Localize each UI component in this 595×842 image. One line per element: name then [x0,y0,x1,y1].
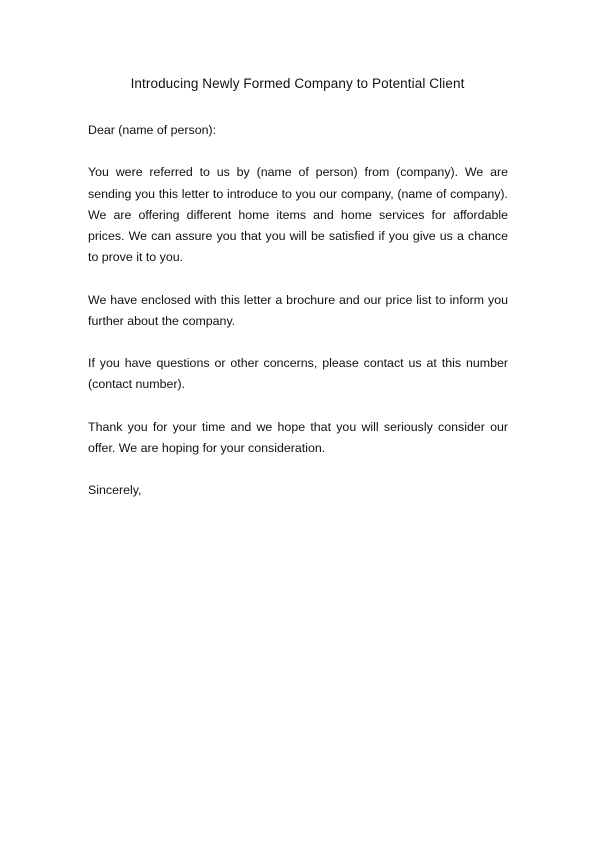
closing: Sincerely, [88,483,142,498]
body-paragraph-contact: If you have questions or other concerns, please contact us at this number (contact number). [88,356,508,392]
salutation: Dear (name of person): [88,123,217,137]
letter-body [88,120,508,523]
page-title: Introducing Newly Formed Company to Potential Client [130,76,465,91]
body-paragraph-thanks: Thank you for your time and we hope that you will seriously consider our offer. We are hoping for your consideration. [88,419,508,455]
body-paragraph-enclosure: We have enclosed with this letter a brochure and our price list to inform you further about the company. [88,292,508,328]
body-paragraph-referral: You were referred to us by (name of person) from (company). We are sending you this letter to introduce to you our company, (name of company). We are offering different home items and home services for affordable prices. We can assure you that you will be satisfied if you give us a chance to prove it to you. [88,165,508,265]
